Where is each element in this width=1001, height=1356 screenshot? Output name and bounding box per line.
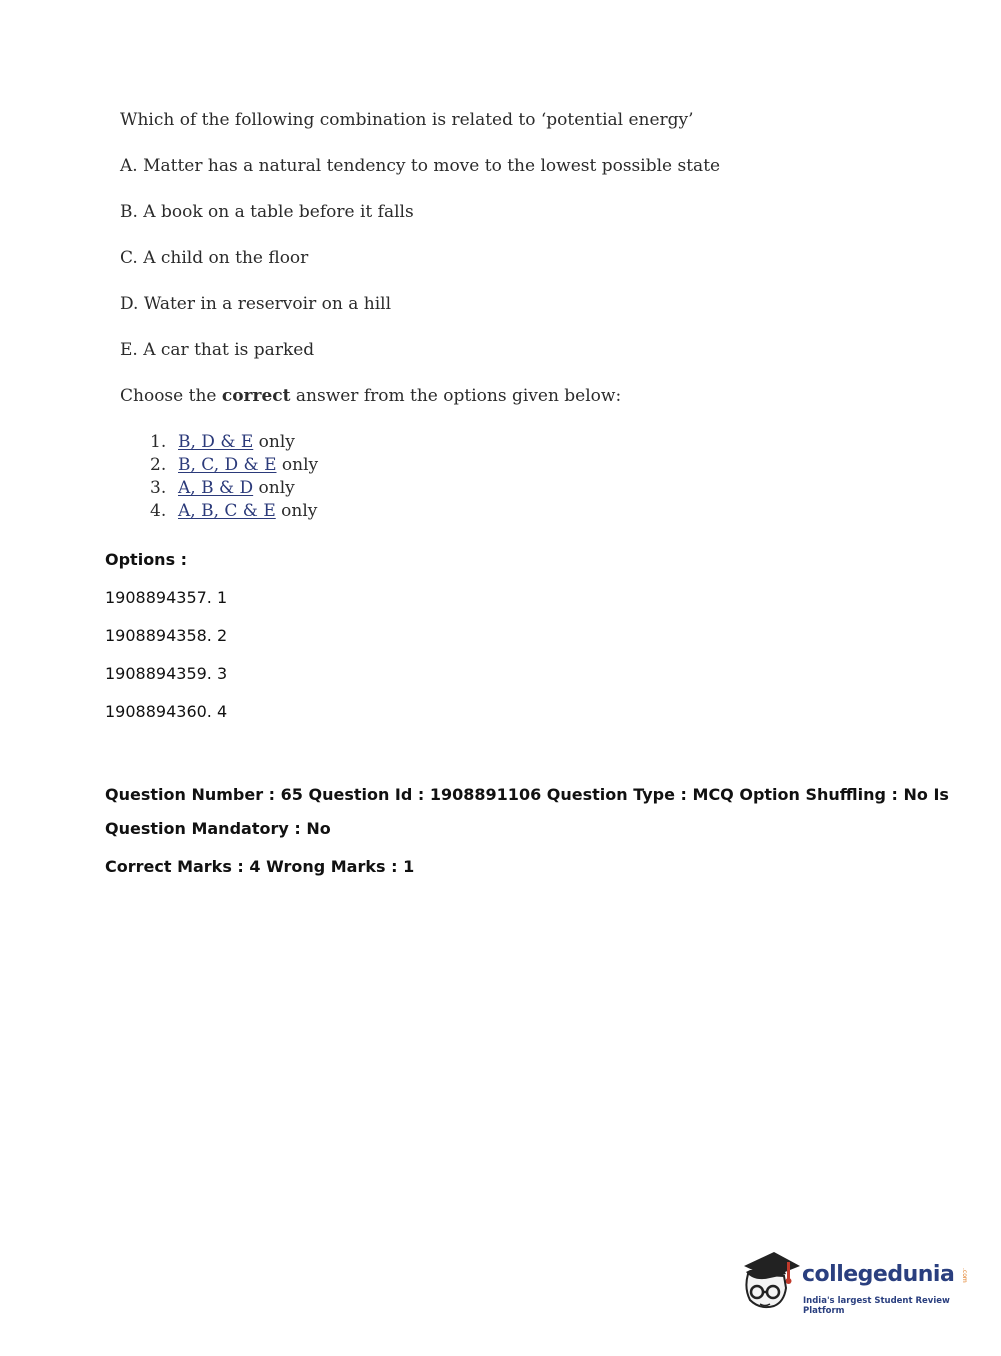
- statement-d: D. Water in a reservoir on a hill: [120, 294, 392, 314]
- choice-number: 4.: [150, 501, 167, 521]
- brand-tagline: India's largest Student Review Platform: [803, 1296, 950, 1316]
- answer-choice: [150, 478, 295, 498]
- choice-number: 2.: [150, 455, 167, 475]
- choice-underlined: A, B & D: [178, 478, 254, 498]
- marks-line: Correct Marks : 4 Wrong Marks : 1: [105, 857, 415, 876]
- question-meta-line2: Question Mandatory : No: [105, 819, 331, 838]
- brand-name: collegedunia: [802, 1262, 955, 1287]
- choice-underlined: B, C, D & E: [178, 455, 277, 475]
- choice-number: 1.: [150, 432, 167, 452]
- answer-choice: [150, 501, 317, 521]
- statement-a: A. Matter has a natural tendency to move to the lowest possible state: [120, 156, 721, 176]
- choice-number: 3.: [150, 478, 167, 498]
- options-heading: Options :: [105, 550, 188, 569]
- instruction: [120, 386, 621, 406]
- mascot-icon: [740, 1248, 802, 1318]
- statement-e: E. A car that is parked: [120, 340, 315, 360]
- instruction-pre: Choose the: [120, 386, 222, 406]
- question-stem: Which of the following combination is related to ‘potential energy’: [120, 110, 694, 130]
- instruction-post: answer from the options given below:: [290, 386, 622, 406]
- instruction-bold: correct: [221, 386, 291, 406]
- statement-b: B. A book on a table before it falls: [120, 202, 414, 222]
- choice-rest: only: [253, 478, 295, 498]
- answer-choice: [150, 432, 295, 452]
- choice-underlined: B, D & E: [178, 432, 254, 452]
- answer-choice: [150, 455, 318, 475]
- option-item: 1908894360. 4: [105, 702, 228, 721]
- brand-suffix: .com: [961, 1268, 968, 1283]
- option-item: 1908894357. 1: [105, 588, 228, 607]
- collegedunia-logo: [740, 1248, 970, 1318]
- option-item: 1908894358. 2: [105, 626, 228, 645]
- choice-rest: only: [275, 501, 318, 521]
- statement-c: C. A child on the floor: [120, 248, 309, 268]
- choice-rest: only: [276, 455, 319, 475]
- question-meta-line1: Question Number : 65 Question Id : 1908891106 Question Type : MCQ Option Shuffling : No Is: [105, 785, 949, 804]
- option-item: 1908894359. 3: [105, 664, 228, 683]
- choice-rest: only: [253, 432, 295, 452]
- choice-underlined: A, B, C & E: [178, 501, 276, 521]
